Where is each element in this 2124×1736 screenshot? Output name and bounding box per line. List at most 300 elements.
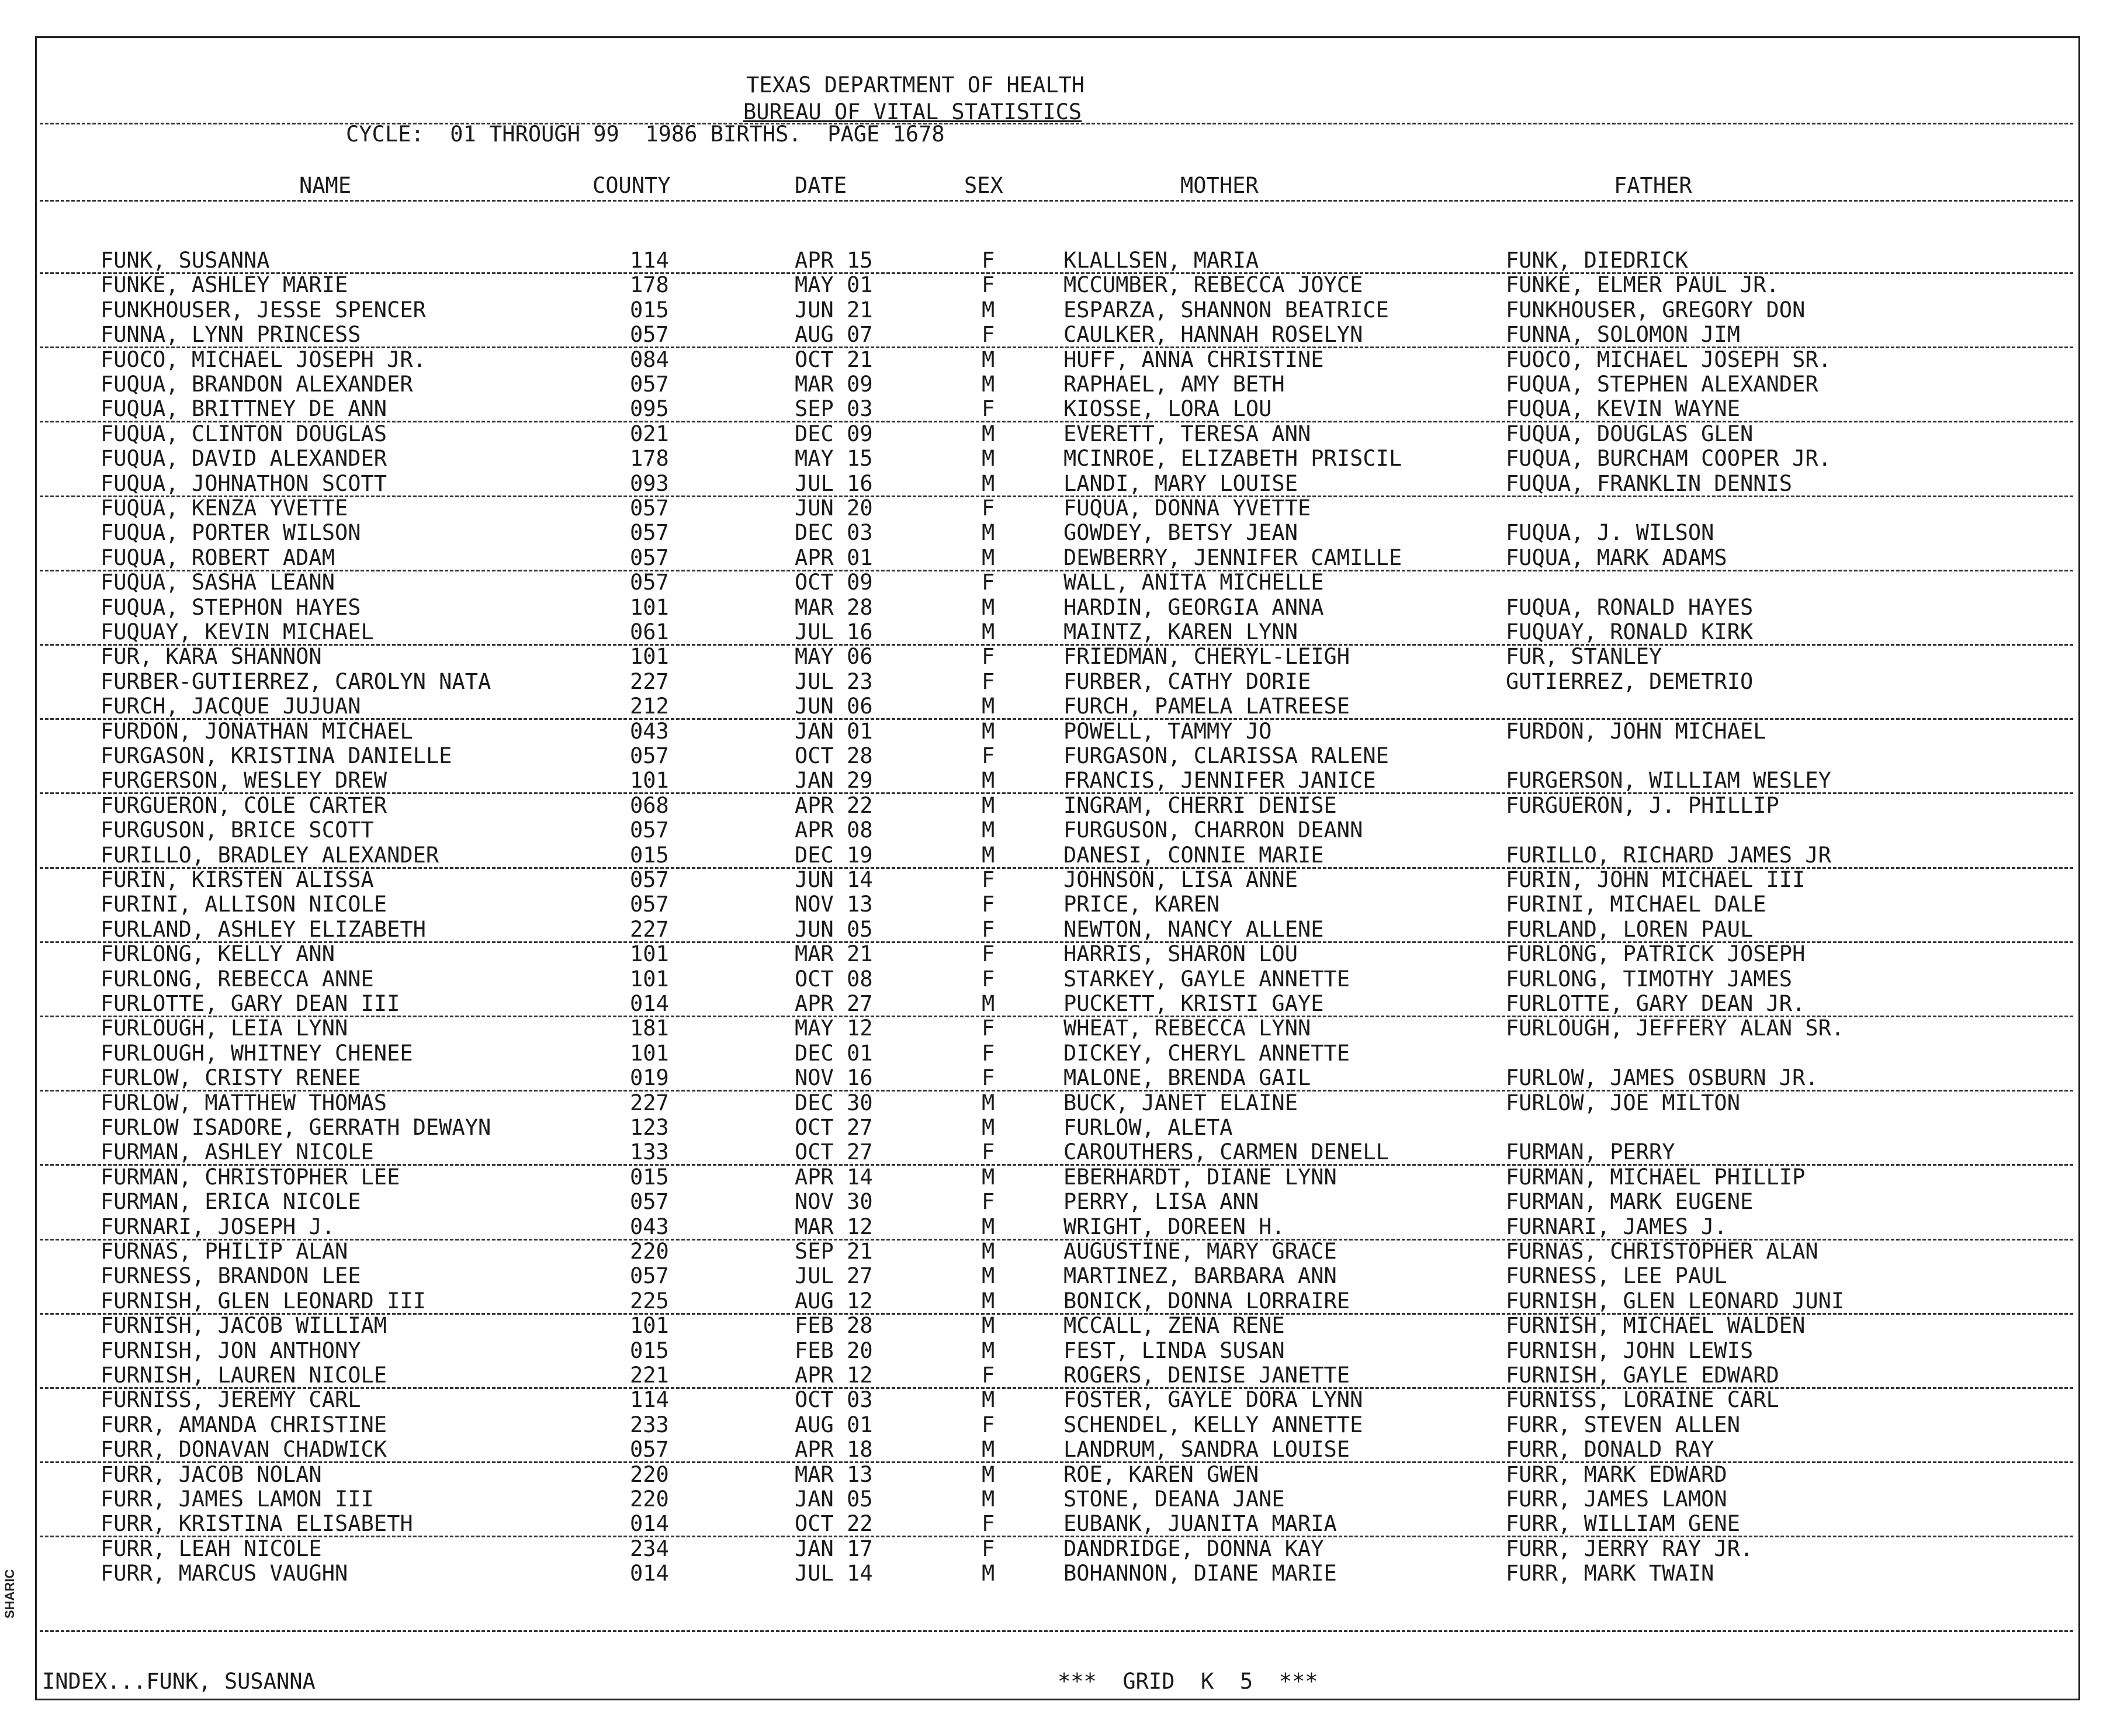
record-father: FURNARI, JAMES J. bbox=[1506, 1214, 1727, 1239]
record-county: 057 bbox=[630, 1437, 669, 1462]
record-sex: M bbox=[982, 817, 995, 843]
record-name: FURNISH, LAUREN NICOLE bbox=[101, 1363, 387, 1388]
record-date: APR 12 bbox=[795, 1363, 873, 1388]
row-group-rule bbox=[40, 644, 2073, 646]
record-name: FUQUA, ROBERT ADAM bbox=[101, 545, 335, 570]
record-sex: F bbox=[982, 1065, 995, 1090]
record-name: FURGASON, KRISTINA DANIELLE bbox=[101, 743, 452, 768]
record-sex: F bbox=[982, 248, 995, 273]
record-sex: F bbox=[982, 644, 995, 669]
record-date: OCT 08 bbox=[795, 966, 873, 992]
record-name: FUOCO, MICHAEL JOSEPH JR. bbox=[101, 347, 426, 372]
record-name: FURIN, KIRSTEN ALISSA bbox=[101, 867, 374, 892]
record-father: FUNK, DIEDRICK bbox=[1506, 248, 1688, 273]
record-sex: F bbox=[982, 1189, 995, 1214]
record-name: FUQUA, BRITTNEY DE ANN bbox=[101, 396, 387, 421]
record-father: FURMAN, MICHAEL PHILLIP bbox=[1506, 1165, 1806, 1190]
record-county: 057 bbox=[630, 867, 669, 892]
record-name: FURGUERON, COLE CARTER bbox=[101, 793, 387, 818]
record-name: FURR, LEAH NICOLE bbox=[101, 1536, 322, 1561]
footer-rule bbox=[40, 1630, 2073, 1632]
record-county: 057 bbox=[630, 817, 669, 843]
record-date: MAY 15 bbox=[795, 446, 873, 471]
record-name: FURNESS, BRANDON LEE bbox=[101, 1263, 361, 1288]
record-sex: M bbox=[982, 1387, 995, 1412]
record-sex: F bbox=[982, 322, 995, 347]
record-father: FURR, MARK TWAIN bbox=[1506, 1561, 1714, 1586]
record-date: JUN 20 bbox=[795, 495, 873, 521]
record-county: 095 bbox=[630, 396, 669, 421]
record-sex: M bbox=[982, 1338, 995, 1363]
record-mother: STARKEY, GAYLE ANNETTE bbox=[1063, 966, 1350, 992]
record-sex: M bbox=[982, 793, 995, 818]
record-county: 014 bbox=[630, 1511, 669, 1536]
record-name: FURINI, ALLISON NICOLE bbox=[101, 892, 387, 917]
record-county: 101 bbox=[630, 595, 669, 620]
record-mother: WRIGHT, DOREEN H. bbox=[1063, 1214, 1285, 1239]
record-county: 057 bbox=[630, 372, 669, 397]
record-father: FURR, JAMES LAMON bbox=[1506, 1486, 1727, 1512]
record-county: 057 bbox=[630, 545, 669, 570]
record-name: FURR, DONAVAN CHADWICK bbox=[101, 1437, 387, 1462]
record-county: 057 bbox=[630, 743, 669, 768]
record-county: 014 bbox=[630, 1561, 669, 1586]
record-county: 233 bbox=[630, 1412, 669, 1437]
record-mother: EBERHARDT, DIANE LYNN bbox=[1063, 1165, 1337, 1190]
record-sex: F bbox=[982, 570, 995, 595]
record-sex: M bbox=[982, 1263, 995, 1288]
record-date: OCT 27 bbox=[795, 1115, 873, 1140]
record-father: FURLOW, JAMES OSBURN JR. bbox=[1506, 1065, 1818, 1090]
record-date: JUL 27 bbox=[795, 1263, 873, 1288]
record-county: 057 bbox=[630, 495, 669, 521]
record-mother: MCINROE, ELIZABETH PRISCIL bbox=[1063, 446, 1402, 471]
record-mother: WHEAT, REBECCA LYNN bbox=[1063, 1016, 1311, 1041]
agency-title: TEXAS DEPARTMENT OF HEALTH bbox=[746, 72, 1085, 98]
record-name: FURLOTTE, GARY DEAN III bbox=[101, 991, 400, 1016]
record-mother: BUCK, JANET ELAINE bbox=[1063, 1090, 1298, 1115]
record-date: APR 22 bbox=[795, 793, 873, 818]
column-header-father: FATHER bbox=[1614, 173, 1692, 198]
record-name: FURMAN, ERICA NICOLE bbox=[101, 1189, 361, 1214]
record-county: 068 bbox=[630, 793, 669, 818]
record-father: FURLOUGH, JEFFERY ALAN SR. bbox=[1506, 1016, 1845, 1041]
record-sex: M bbox=[982, 421, 995, 446]
record-mother: BOHANNON, DIANE MARIE bbox=[1063, 1561, 1337, 1586]
record-date: JUL 23 bbox=[795, 669, 873, 694]
bureau-title: BUREAU OF VITAL STATISTICS bbox=[743, 99, 1082, 124]
record-sex: M bbox=[982, 1090, 995, 1115]
record-name: FUNKE, ASHLEY MARIE bbox=[101, 272, 348, 297]
record-sex: F bbox=[982, 1139, 995, 1165]
record-father: FUQUA, DOUGLAS GLEN bbox=[1506, 421, 1754, 446]
record-date: OCT 03 bbox=[795, 1387, 873, 1412]
record-county: 014 bbox=[630, 991, 669, 1016]
record-sex: M bbox=[982, 545, 995, 570]
record-name: FUQUA, CLINTON DOUGLAS bbox=[101, 421, 387, 446]
record-sex: M bbox=[982, 719, 995, 744]
record-county: 227 bbox=[630, 917, 669, 942]
record-date: APR 27 bbox=[795, 991, 873, 1016]
record-county: 015 bbox=[630, 1338, 669, 1363]
record-date: APR 01 bbox=[795, 545, 873, 570]
record-sex: F bbox=[982, 1041, 995, 1066]
record-date: MAR 21 bbox=[795, 941, 873, 966]
record-mother: INGRAM, CHERRI DENISE bbox=[1063, 793, 1337, 818]
record-date: JAN 05 bbox=[795, 1486, 873, 1512]
record-name: FUNNA, LYNN PRINCESS bbox=[101, 322, 361, 347]
record-name: FURR, JACOB NOLAN bbox=[101, 1462, 322, 1487]
record-county: 043 bbox=[630, 719, 669, 744]
record-county: 123 bbox=[630, 1115, 669, 1140]
record-mother: STONE, DEANA JANE bbox=[1063, 1486, 1285, 1512]
record-mother: HARDIN, GEORGIA ANNA bbox=[1063, 595, 1324, 620]
record-mother: POWELL, TAMMY JO bbox=[1063, 719, 1272, 744]
record-sex: F bbox=[982, 396, 995, 421]
record-county: 114 bbox=[630, 248, 669, 273]
record-date: SEP 21 bbox=[795, 1239, 873, 1264]
record-sex: F bbox=[982, 941, 995, 966]
record-name: FURNARI, JOSEPH J. bbox=[101, 1214, 335, 1239]
record-date: AUG 01 bbox=[795, 1412, 873, 1437]
record-mother: MARTINEZ, BARBARA ANN bbox=[1063, 1263, 1337, 1288]
record-name: FURBER-GUTIERREZ, CAROLYN NATA bbox=[101, 669, 491, 694]
record-father: FURNISH, JOHN LEWIS bbox=[1506, 1338, 1754, 1363]
record-county: 043 bbox=[630, 1214, 669, 1239]
record-date: JUN 14 bbox=[795, 867, 873, 892]
record-father: FURGUERON, J. PHILLIP bbox=[1506, 793, 1779, 818]
record-name: FURR, MARCUS VAUGHN bbox=[101, 1561, 348, 1586]
record-name: FUQUA, STEPHON HAYES bbox=[101, 595, 361, 620]
record-sex: F bbox=[982, 867, 995, 892]
record-father: FURDON, JOHN MICHAEL bbox=[1506, 719, 1766, 744]
record-mother: EVERETT, TERESA ANN bbox=[1063, 421, 1311, 446]
record-county: 084 bbox=[630, 347, 669, 372]
record-sex: M bbox=[982, 297, 995, 323]
record-mother: PRICE, KAREN bbox=[1063, 892, 1220, 917]
record-county: 057 bbox=[630, 322, 669, 347]
record-father: FURNESS, LEE PAUL bbox=[1506, 1263, 1727, 1288]
record-name: FURLOUGH, LEIA LYNN bbox=[101, 1016, 348, 1041]
record-father: FURINI, MICHAEL DALE bbox=[1506, 892, 1766, 917]
record-date: MAR 09 bbox=[795, 372, 873, 397]
record-mother: GOWDEY, BETSY JEAN bbox=[1063, 520, 1298, 545]
record-date: JUN 06 bbox=[795, 694, 873, 719]
record-date: OCT 09 bbox=[795, 570, 873, 595]
record-name: FURCH, JACQUE JUJUAN bbox=[101, 694, 361, 719]
record-county: 220 bbox=[630, 1462, 669, 1487]
record-sex: M bbox=[982, 595, 995, 620]
record-county: 093 bbox=[630, 471, 669, 496]
record-name: FURLONG, REBECCA ANNE bbox=[101, 966, 374, 992]
record-date: DEC 19 bbox=[795, 843, 873, 868]
record-date: OCT 21 bbox=[795, 347, 873, 372]
record-date: OCT 28 bbox=[795, 743, 873, 768]
record-county: 101 bbox=[630, 768, 669, 793]
record-name: FUNKHOUSER, JESSE SPENCER bbox=[101, 297, 426, 323]
record-father: FUR, STANLEY bbox=[1506, 644, 1662, 669]
record-name: FUQUA, KENZA YVETTE bbox=[101, 495, 348, 521]
record-sex: M bbox=[982, 372, 995, 397]
record-date: DEC 03 bbox=[795, 520, 873, 545]
record-mother: PERRY, LISA ANN bbox=[1063, 1189, 1259, 1214]
record-mother: FRIEDMAN, CHERYL-LEIGH bbox=[1063, 644, 1350, 669]
record-sex: M bbox=[982, 768, 995, 793]
column-header-date: DATE bbox=[795, 173, 847, 198]
record-father: FUNNA, SOLOMON JIM bbox=[1506, 322, 1740, 347]
row-group-rule bbox=[40, 1536, 2073, 1537]
record-father: FUQUA, BURCHAM COOPER JR. bbox=[1506, 446, 1831, 471]
record-county: 019 bbox=[630, 1065, 669, 1090]
record-sex: M bbox=[982, 1313, 995, 1338]
record-sex: M bbox=[982, 991, 995, 1016]
record-county: 181 bbox=[630, 1016, 669, 1041]
record-date: MAY 12 bbox=[795, 1016, 873, 1041]
record-date: FEB 20 bbox=[795, 1338, 873, 1363]
record-sex: F bbox=[982, 743, 995, 768]
record-father: FUQUA, FRANKLIN DENNIS bbox=[1506, 471, 1793, 496]
record-county: 220 bbox=[630, 1239, 669, 1264]
record-name: FURILLO, BRADLEY ALEXANDER bbox=[101, 843, 439, 868]
record-mother: FURCH, PAMELA LATREESE bbox=[1063, 694, 1350, 719]
record-county: 057 bbox=[630, 570, 669, 595]
record-sex: F bbox=[982, 1363, 995, 1388]
record-date: AUG 12 bbox=[795, 1288, 873, 1314]
record-mother: FUQUA, DONNA YVETTE bbox=[1063, 495, 1311, 521]
record-sex: M bbox=[982, 1486, 995, 1512]
record-sex: F bbox=[982, 272, 995, 297]
record-date: AUG 07 bbox=[795, 322, 873, 347]
record-mother: JOHNSON, LISA ANNE bbox=[1063, 867, 1298, 892]
record-father: FUQUAY, RONALD KIRK bbox=[1506, 619, 1754, 644]
record-date: JAN 29 bbox=[795, 768, 873, 793]
record-name: FURLOUGH, WHITNEY CHENEE bbox=[101, 1041, 413, 1066]
record-mother: MCCUMBER, REBECCA JOYCE bbox=[1063, 272, 1363, 297]
record-sex: F bbox=[982, 1511, 995, 1536]
record-date: OCT 22 bbox=[795, 1511, 873, 1536]
record-name: FUQUAY, KEVIN MICHAEL bbox=[101, 619, 374, 644]
record-father: FUQUA, J. WILSON bbox=[1506, 520, 1714, 545]
column-header-county: COUNTY bbox=[592, 173, 671, 198]
record-date: FEB 28 bbox=[795, 1313, 873, 1338]
record-county: 057 bbox=[630, 1189, 669, 1214]
record-name: FURR, KRISTINA ELISABETH bbox=[101, 1511, 413, 1536]
record-father: FURLAND, LOREN PAUL bbox=[1506, 917, 1754, 942]
record-county: 212 bbox=[630, 694, 669, 719]
record-sex: M bbox=[982, 1288, 995, 1314]
record-name: FURLOW ISADORE, GERRATH DEWAYN bbox=[101, 1115, 491, 1140]
column-header-name: NAME bbox=[299, 173, 352, 198]
record-sex: M bbox=[982, 1239, 995, 1264]
record-sex: F bbox=[982, 1412, 995, 1437]
record-father: FURMAN, MARK EUGENE bbox=[1506, 1189, 1754, 1214]
cycle-line: CYCLE: 01 THROUGH 99 1986 BIRTHS. PAGE 1678 bbox=[346, 122, 945, 147]
record-mother: RAPHAEL, AMY BETH bbox=[1063, 372, 1285, 397]
record-father: FURNISS, LORAINE CARL bbox=[1506, 1387, 1779, 1412]
record-father: FURR, DONALD RAY bbox=[1506, 1437, 1714, 1462]
record-father: FURMAN, PERRY bbox=[1506, 1139, 1675, 1165]
record-county: 221 bbox=[630, 1363, 669, 1388]
record-name: FURNISH, JACOB WILLIAM bbox=[101, 1313, 387, 1338]
record-date: OCT 27 bbox=[795, 1139, 873, 1165]
record-county: 234 bbox=[630, 1536, 669, 1561]
record-mother: DANDRIDGE, DONNA KAY bbox=[1063, 1536, 1324, 1561]
record-county: 178 bbox=[630, 272, 669, 297]
record-mother: KLALLSEN, MARIA bbox=[1063, 248, 1259, 273]
record-date: JUL 14 bbox=[795, 1561, 873, 1586]
record-sex: M bbox=[982, 1165, 995, 1190]
record-date: APR 18 bbox=[795, 1437, 873, 1462]
record-name: FURLOW, MATTHEW THOMAS bbox=[101, 1090, 387, 1115]
record-name: FUQUA, SASHA LEANN bbox=[101, 570, 335, 595]
record-county: 101 bbox=[630, 966, 669, 992]
record-mother: LANDI, MARY LOUISE bbox=[1063, 471, 1298, 496]
record-name: FURNISH, GLEN LEONARD III bbox=[101, 1288, 426, 1314]
record-name: FUQUA, BRANDON ALEXANDER bbox=[101, 372, 413, 397]
record-date: DEC 01 bbox=[795, 1041, 873, 1066]
record-date: DEC 30 bbox=[795, 1090, 873, 1115]
record-father: FUQUA, KEVIN WAYNE bbox=[1506, 396, 1740, 421]
record-mother: LANDRUM, SANDRA LOUISE bbox=[1063, 1437, 1350, 1462]
record-sex: M bbox=[982, 1561, 995, 1586]
record-sex: M bbox=[982, 843, 995, 868]
record-father: FURIN, JOHN MICHAEL III bbox=[1506, 867, 1806, 892]
record-date: JUN 05 bbox=[795, 917, 873, 942]
record-mother: DEWBERRY, JENNIFER CAMILLE bbox=[1063, 545, 1402, 570]
record-name: FURR, AMANDA CHRISTINE bbox=[101, 1412, 387, 1437]
record-mother: MALONE, BRENDA GAIL bbox=[1063, 1065, 1311, 1090]
record-sex: M bbox=[982, 1437, 995, 1462]
record-date: DEC 09 bbox=[795, 421, 873, 446]
record-mother: BONICK, DONNA LORRAIRE bbox=[1063, 1288, 1350, 1314]
record-date: NOV 13 bbox=[795, 892, 873, 917]
record-date: JUN 21 bbox=[795, 297, 873, 323]
record-sex: F bbox=[982, 669, 995, 694]
record-county: 057 bbox=[630, 1263, 669, 1288]
record-mother: ROGERS, DENISE JANETTE bbox=[1063, 1363, 1350, 1388]
record-date: MAY 01 bbox=[795, 272, 873, 297]
footer-grid: *** GRID K 5 *** bbox=[1058, 1669, 1318, 1694]
record-sex: F bbox=[982, 495, 995, 521]
record-county: 227 bbox=[630, 1090, 669, 1115]
record-father: FUQUA, STEPHEN ALEXANDER bbox=[1506, 372, 1818, 397]
record-father: FURLOW, JOE MILTON bbox=[1506, 1090, 1740, 1115]
record-date: JUL 16 bbox=[795, 471, 873, 496]
record-father: FUOCO, MICHAEL JOSEPH SR. bbox=[1506, 347, 1831, 372]
record-date: JAN 17 bbox=[795, 1536, 873, 1561]
record-sex: M bbox=[982, 471, 995, 496]
record-county: 101 bbox=[630, 1313, 669, 1338]
record-father: FUNKE, ELMER PAUL JR. bbox=[1506, 272, 1779, 297]
record-name: FUNK, SUSANNA bbox=[101, 248, 270, 273]
record-father: FURLONG, TIMOTHY JAMES bbox=[1506, 966, 1793, 992]
record-name: FURR, JAMES LAMON III bbox=[101, 1486, 374, 1512]
record-name: FURNISS, JEREMY CARL bbox=[101, 1387, 361, 1412]
record-county: 101 bbox=[630, 644, 669, 669]
record-date: JAN 01 bbox=[795, 719, 873, 744]
record-mother: ESPARZA, SHANNON BEATRICE bbox=[1063, 297, 1389, 323]
record-name: FURGUSON, BRICE SCOTT bbox=[101, 817, 374, 843]
record-mother: ROE, KAREN GWEN bbox=[1063, 1462, 1259, 1487]
record-father: FUNKHOUSER, GREGORY DON bbox=[1506, 297, 1806, 323]
record-father: FURGERSON, WILLIAM WESLEY bbox=[1506, 768, 1831, 793]
record-mother: SCHENDEL, KELLY ANNETTE bbox=[1063, 1412, 1363, 1437]
record-father: FURLONG, PATRICK JOSEPH bbox=[1506, 941, 1806, 966]
record-date: APR 08 bbox=[795, 817, 873, 843]
record-date: APR 15 bbox=[795, 248, 873, 273]
record-county: 220 bbox=[630, 1486, 669, 1512]
record-mother: CAULKER, HANNAH ROSELYN bbox=[1063, 322, 1363, 347]
record-father: FURLOTTE, GARY DEAN JR. bbox=[1506, 991, 1806, 1016]
record-sex: M bbox=[982, 694, 995, 719]
record-mother: FURBER, CATHY DORIE bbox=[1063, 669, 1311, 694]
record-father: FURNISH, GAYLE EDWARD bbox=[1506, 1363, 1779, 1388]
record-mother: CAROUTHERS, CARMEN DENELL bbox=[1063, 1139, 1389, 1165]
record-date: MAY 06 bbox=[795, 644, 873, 669]
record-mother: WALL, ANITA MICHELLE bbox=[1063, 570, 1324, 595]
record-date: NOV 16 bbox=[795, 1065, 873, 1090]
record-county: 015 bbox=[630, 843, 669, 868]
record-mother: MAINTZ, KAREN LYNN bbox=[1063, 619, 1298, 644]
record-mother: NEWTON, NANCY ALLENE bbox=[1063, 917, 1324, 942]
record-father: FURR, STEVEN ALLEN bbox=[1506, 1412, 1740, 1437]
record-name: FURLOW, CRISTY RENEE bbox=[101, 1065, 361, 1090]
record-sex: M bbox=[982, 1115, 995, 1140]
record-sex: F bbox=[982, 966, 995, 992]
record-date: MAR 28 bbox=[795, 595, 873, 620]
record-mother: FEST, LINDA SUSAN bbox=[1063, 1338, 1285, 1363]
record-county: 101 bbox=[630, 1041, 669, 1066]
record-mother: HARRIS, SHARON LOU bbox=[1063, 941, 1298, 966]
record-county: 015 bbox=[630, 297, 669, 323]
record-father: FURILLO, RICHARD JAMES JR bbox=[1506, 843, 1831, 868]
record-mother: DICKEY, CHERYL ANNETTE bbox=[1063, 1041, 1350, 1066]
record-county: 021 bbox=[630, 421, 669, 446]
record-father: GUTIERREZ, DEMETRIO bbox=[1506, 669, 1754, 694]
record-mother: HUFF, ANNA CHRISTINE bbox=[1063, 347, 1324, 372]
record-mother: KIOSSE, LORA LOU bbox=[1063, 396, 1272, 421]
record-father: FUQUA, RONALD HAYES bbox=[1506, 595, 1754, 620]
record-name: FURGERSON, WESLEY DREW bbox=[101, 768, 387, 793]
record-county: 133 bbox=[630, 1139, 669, 1165]
record-mother: FOSTER, GAYLE DORA LYNN bbox=[1063, 1387, 1363, 1412]
record-mother: EUBANK, JUANITA MARIA bbox=[1063, 1511, 1337, 1536]
column-header-mother: MOTHER bbox=[1180, 173, 1259, 198]
record-date: MAR 13 bbox=[795, 1462, 873, 1487]
record-name: FURDON, JONATHAN MICHAEL bbox=[101, 719, 413, 744]
record-sex: M bbox=[982, 1462, 995, 1487]
record-county: 061 bbox=[630, 619, 669, 644]
record-sex: M bbox=[982, 446, 995, 471]
record-name: FUQUA, JOHNATHON SCOTT bbox=[101, 471, 387, 496]
record-county: 178 bbox=[630, 446, 669, 471]
record-sex: M bbox=[982, 1214, 995, 1239]
record-county: 101 bbox=[630, 941, 669, 966]
record-county: 057 bbox=[630, 892, 669, 917]
record-father: FURR, MARK EDWARD bbox=[1506, 1462, 1727, 1487]
record-sex: F bbox=[982, 892, 995, 917]
column-header-sex: SEX bbox=[964, 173, 1003, 198]
record-sex: F bbox=[982, 1016, 995, 1041]
record-sex: F bbox=[982, 1536, 995, 1561]
record-father: FURNAS, CHRISTOPHER ALAN bbox=[1506, 1239, 1818, 1264]
record-date: APR 14 bbox=[795, 1165, 873, 1190]
record-mother: AUGUSTINE, MARY GRACE bbox=[1063, 1239, 1337, 1264]
record-mother: MCCALL, ZENA RENE bbox=[1063, 1313, 1285, 1338]
record-county: 057 bbox=[630, 520, 669, 545]
record-date: JUL 16 bbox=[795, 619, 873, 644]
record-name: FUQUA, PORTER WILSON bbox=[101, 520, 361, 545]
